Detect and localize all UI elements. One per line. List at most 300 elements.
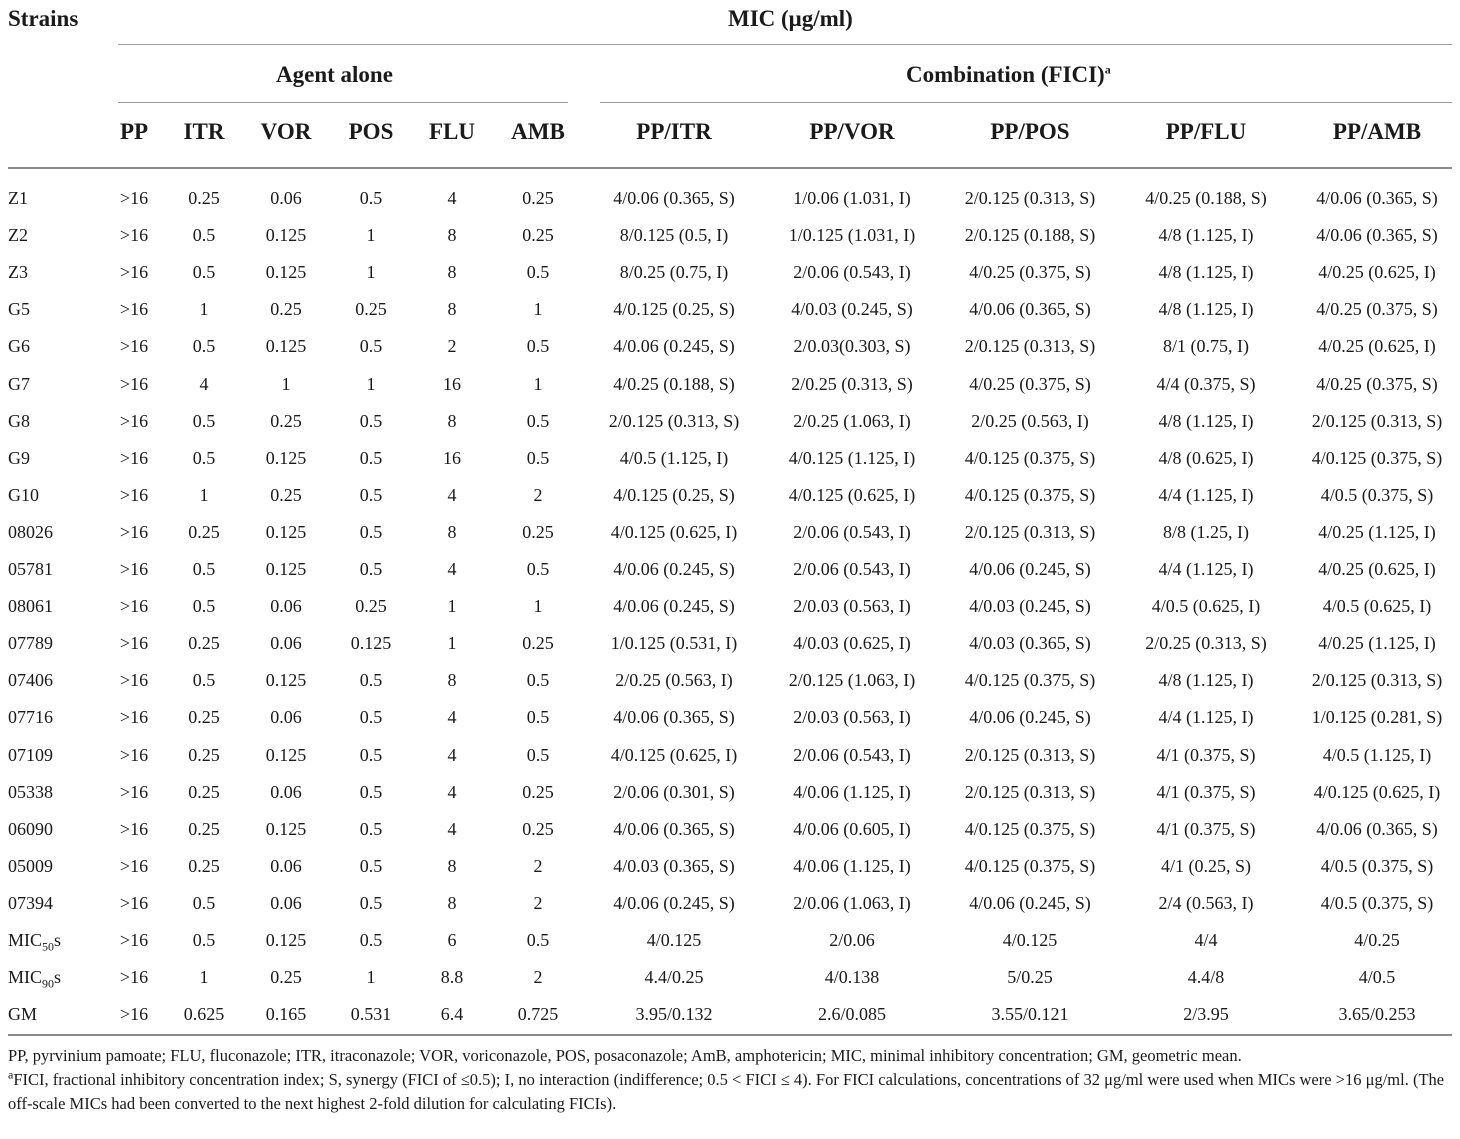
table-cell: 2/0.06 (0.301, S) [613, 781, 735, 802]
table-cell: 2/0.25 (1.063, I) [793, 410, 911, 431]
footnotes [8, 1044, 1454, 1116]
table-cell: 4/0.06 (0.365, S) [613, 707, 735, 728]
column-header: PP [119, 119, 149, 144]
strain-cell [8, 596, 53, 617]
table-cell: 4/1 (0.375, S) [1156, 818, 1256, 839]
table-cell: 1 [199, 967, 209, 988]
strain-label: Z2 [8, 225, 28, 246]
table-cell: 2/0.03 (0.563, I) [793, 707, 911, 728]
table-cell: 0.125 [265, 336, 307, 357]
table-cell: >16 [119, 1004, 149, 1025]
strain-cell [8, 707, 53, 728]
table-cell: 1 [199, 484, 209, 505]
table-cell: 4/0.25 (0.188, S) [613, 373, 735, 394]
table-cell: 0.5 [359, 484, 383, 505]
strain-label: G7 [8, 373, 30, 394]
table-cell: 0.125 [265, 670, 307, 691]
table-cell: 4/1 (0.375, S) [1156, 781, 1256, 802]
strain-label: MIC [8, 967, 43, 988]
table-cell: 4/0.5 (0.375, S) [1320, 892, 1434, 913]
table-cell: 2 [533, 892, 543, 913]
table-cell: 4/0.06 (0.245, S) [613, 336, 735, 357]
table-cell: 4/0.125 [1002, 930, 1058, 950]
strain-cell [8, 411, 30, 432]
header-combination [906, 62, 1111, 88]
table-cell: 1 [447, 633, 457, 654]
table-cell: 2/0.06 (1.063, I) [793, 892, 911, 913]
table-cell: 2/0.03(0.303, S) [793, 336, 911, 357]
table-cell: 0.25 [270, 484, 302, 505]
table-cell: 2/3.95 [1183, 1004, 1229, 1025]
table-cell: 4/0.25 (0.188, S) [1145, 188, 1267, 208]
strain-label: G10 [8, 484, 39, 505]
table-cell: 4/0.03 (0.365, S) [969, 633, 1091, 654]
table-cell: 2/0.125 (0.313, S) [964, 336, 1096, 357]
table-cell: 4/4 (1.125, I) [1158, 559, 1254, 579]
table-cell: 1 [533, 596, 543, 617]
header-strains: Strains [8, 6, 79, 31]
table-cell: 0.5 [526, 559, 550, 579]
table-cell: 4/0.06 (0.365, S) [1316, 188, 1438, 208]
table-cell: 0.5 [359, 892, 383, 913]
table-cell: 4/0.06 (0.245, S) [613, 559, 735, 579]
table-cell: 0.25 [188, 744, 220, 765]
table-cell: 4/0.125 (0.375, S) [964, 484, 1096, 505]
strain-label: 06090 [8, 818, 53, 839]
table-cell: 0.5 [526, 410, 550, 431]
table-cell: 2/0.125 (0.188, S) [964, 225, 1096, 246]
strain-label: 07394 [8, 892, 53, 913]
strain-cell [8, 967, 62, 991]
table-cell: 8/0.25 (0.75, I) [619, 262, 729, 283]
column-header: PP/VOR [809, 119, 895, 144]
table-cell: 4/0.06 (0.245, S) [613, 596, 735, 617]
table-cell: 2/4 (0.563, I) [1158, 892, 1254, 913]
column-header: PP/POS [990, 119, 1070, 144]
table-cell: 0.5 [192, 596, 216, 617]
table-cell: 1/0.125 (1.031, I) [788, 225, 916, 246]
table-cell: 2/0.06 [829, 930, 875, 950]
table-cell: 0.25 [270, 410, 302, 431]
table-cell: 4/0.06 (0.365, S) [1316, 225, 1438, 246]
table-cell: 4/8 (1.125, I) [1158, 225, 1254, 246]
table-cell: >16 [119, 336, 149, 357]
strain-subscript: 90 [42, 976, 55, 991]
table-cell: 0.125 [265, 744, 307, 765]
table-cell: 0.25 [270, 967, 302, 988]
table-cell: 4/0.5 (1.125, I) [619, 447, 729, 468]
table-cell: >16 [119, 447, 149, 468]
strain-label: 05781 [8, 559, 53, 579]
table-cell: 4/4 (1.125, I) [1158, 707, 1254, 728]
table-cell: 0.06 [270, 781, 302, 802]
table-cell: 0.125 [265, 521, 307, 542]
table-cell: 0.5 [192, 336, 216, 357]
table-cell: 0.25 [188, 521, 220, 542]
table-cell: 4/0.125 (0.375, S) [964, 447, 1096, 468]
table-cell: 4/8 (1.125, I) [1158, 670, 1254, 691]
table-cell: 2/0.125 (1.063, I) [788, 670, 916, 691]
table-cell: 1 [533, 373, 543, 394]
table-cell: 8.8 [440, 967, 464, 988]
column-header: PP/FLU [1165, 119, 1247, 144]
table-cell: 0.125 [265, 225, 307, 246]
strain-subscript: 50 [42, 939, 55, 954]
table-cell: 4/0.25 [1354, 930, 1400, 950]
strain-label: Z3 [8, 262, 28, 283]
table-cell: 4/8 (1.125, I) [1158, 410, 1254, 431]
table-cell: 4/0.06 (0.245, S) [613, 892, 735, 913]
table-cell: 0.5 [526, 707, 550, 728]
table-cell: 1 [366, 262, 376, 283]
table-cell: 4/0.5 (0.625, I) [1322, 596, 1432, 617]
table-cell: 0.5 [192, 892, 216, 913]
table-cell: 0.5 [192, 410, 216, 431]
table-cell: >16 [119, 855, 149, 876]
column-header: ITR [183, 119, 225, 144]
table-cell: 4/0.06 (0.365, S) [613, 188, 735, 208]
strain-label: 08061 [8, 596, 53, 617]
table-cell: 4/0.125 [646, 930, 702, 950]
table-cell: 8 [447, 892, 457, 913]
table-cell: 4/0.25 (0.375, S) [1316, 299, 1438, 320]
table-cell: 4/0.03 (0.625, I) [793, 633, 911, 654]
table-cell: 16 [443, 447, 461, 468]
table-cell: 4 [447, 781, 457, 802]
table-cell: 0.5 [359, 855, 383, 876]
table-cell: 0.06 [270, 855, 302, 876]
table-cell: >16 [119, 596, 149, 617]
table-cell: 4/0.06 (0.605, I) [793, 818, 911, 839]
table-cell: 2/0.06 (0.543, I) [793, 521, 911, 542]
table-cell: 2/0.125 (0.313, S) [1311, 410, 1443, 431]
table-cell: 4/0.06 (0.365, S) [1316, 818, 1438, 839]
table-cell: 1/0.125 (0.531, I) [610, 633, 738, 654]
column-header: VOR [260, 119, 312, 144]
table-cell: 0.25 [188, 188, 220, 208]
table-cell: 0.5 [192, 225, 216, 246]
table-cell: 4 [199, 373, 209, 394]
table-cell: 0.25 [355, 596, 387, 617]
table-cell: 0.25 [522, 781, 554, 802]
table-cell: 0.25 [522, 633, 554, 654]
table-cell: 0.125 [265, 559, 307, 579]
table-cell: 2/0.25 (0.563, I) [971, 410, 1089, 431]
table-cell: 2/0.06 (0.543, I) [793, 262, 911, 283]
column-header: PP/ITR [636, 119, 712, 144]
table-cell: >16 [119, 892, 149, 913]
table-cell: 0.725 [517, 1004, 559, 1025]
strain-suffix: s [54, 930, 62, 950]
strain-label: 07789 [8, 633, 53, 654]
table-cell: 4/8 (1.125, I) [1158, 262, 1254, 283]
table-cell: >16 [119, 744, 149, 765]
table-cell: 4/0.125 (0.375, S) [964, 670, 1096, 691]
table-cell: 0.5 [192, 447, 216, 468]
table-cell: 0.5 [359, 559, 383, 579]
table-cell: >16 [119, 670, 149, 691]
table-cell: 4/0.125 (0.625, I) [610, 521, 738, 542]
table-cell: 0.25 [270, 299, 302, 320]
table-cell: 0.5 [359, 818, 383, 839]
table-cell: 4/0.138 [824, 967, 880, 988]
strain-cell [8, 1004, 37, 1025]
table-cell: 4/0.25 (0.375, S) [1316, 373, 1438, 394]
table-cell: 8 [447, 670, 457, 691]
table-cell: 4/0.5 [1358, 967, 1396, 988]
table-cell: 3.65/0.253 [1338, 1004, 1416, 1025]
table-cell: >16 [119, 373, 149, 394]
strain-label: G5 [8, 299, 30, 320]
table-cell: 2/0.06 (0.543, I) [793, 559, 911, 579]
table-cell: 4/0.25 (1.125, I) [1318, 633, 1436, 654]
table-cell: 0.5 [526, 744, 550, 765]
table-cell: 4/0.5 (0.625, I) [1151, 596, 1261, 617]
table-cell: 0.06 [270, 707, 302, 728]
table-cell: 0.125 [265, 818, 307, 839]
table-cell: 4/0.06 (0.365, S) [613, 818, 735, 839]
table-cell: >16 [119, 633, 149, 654]
strain-cell [8, 559, 53, 580]
table-cell: 4/0.06 (1.125, I) [793, 855, 911, 876]
table-cell: 0.25 [522, 225, 554, 246]
table-cell: 2/0.125 (0.313, S) [964, 744, 1096, 765]
footnote-abbreviations: PP, pyrvinium pamoate; FLU, fluconazole; ITR, itraconazole; VOR, voriconazole, POS, posaconazole; AmB, amphotericin; MIC, minimal inhibitory concentration; GM, geometric mean. [8, 1046, 1242, 1065]
strain-label: 07716 [8, 707, 53, 728]
table-cell: 4/0.06 (1.125, I) [793, 781, 911, 802]
strain-cell [8, 633, 53, 654]
table-cell: 1 [447, 596, 457, 617]
table-cell: 0.25 [188, 633, 220, 654]
table-cell: 0.5 [192, 930, 216, 950]
strain-cell [8, 782, 53, 803]
strain-cell [8, 930, 62, 954]
table-cell: 4/8 (1.125, I) [1158, 299, 1254, 320]
table-cell: 2/0.125 (0.313, S) [964, 521, 1096, 542]
table-cell: 2 [447, 336, 457, 357]
table-cell: >16 [119, 262, 149, 283]
table-cell: 2/0.25 (0.563, I) [615, 670, 733, 691]
table-cell: 6 [447, 930, 457, 950]
table-cell: >16 [119, 559, 149, 579]
table-cell: 0.5 [359, 744, 383, 765]
table-cell: 8 [447, 225, 457, 246]
table-cell: 2 [533, 855, 543, 876]
table-cell: 4/0.06 (0.245, S) [969, 892, 1091, 913]
table-cell: 0.5 [526, 670, 550, 691]
strain-label: 07109 [8, 744, 53, 765]
table-cell: 0.5 [359, 188, 383, 208]
table-cell: 2/0.125 (0.313, S) [964, 188, 1096, 208]
table-cell: 2 [533, 484, 543, 505]
header-combination-text: Combination (FICI) [906, 62, 1105, 87]
table-cell: 8/1 (0.75, I) [1163, 336, 1249, 357]
table-cell: 0.5 [359, 336, 383, 357]
table-cell: 0.5 [526, 447, 550, 468]
table-cell: 4/0.125 (0.25, S) [613, 484, 735, 505]
table-cell: 4/0.03 (0.245, S) [791, 299, 913, 320]
column-header: POS [348, 119, 394, 144]
table-cell: 1 [199, 299, 209, 320]
table-cell: 4/4 [1194, 930, 1218, 950]
rule-mic [118, 44, 1452, 45]
table-cell: 8 [447, 299, 457, 320]
table-cell: 1 [366, 373, 376, 394]
table-cell: 8/8 (1.25, I) [1163, 521, 1249, 542]
strain-label: MIC [8, 930, 43, 950]
table-cell: 4/4 (1.125, I) [1158, 484, 1254, 505]
table-cell: 2 [533, 967, 543, 988]
strain-cell [8, 856, 53, 877]
table-cell: 1 [281, 373, 291, 394]
table-cell: 0.125 [265, 930, 307, 950]
table-cell: 4/0.06 (0.245, S) [969, 559, 1091, 579]
table-cell: 4.4/8 [1187, 967, 1225, 988]
strain-cell [8, 819, 53, 840]
table-cell: 2/0.125 (0.313, S) [964, 781, 1096, 802]
strain-cell [8, 336, 30, 357]
table-cell: >16 [119, 299, 149, 320]
strain-cell [8, 262, 28, 283]
header-combination-sup: a [1104, 62, 1111, 77]
table-cell: 0.06 [270, 633, 302, 654]
table-cell: 4/0.5 (1.125, I) [1322, 744, 1432, 765]
table-cell: 4/0.25 (0.375, S) [969, 262, 1091, 283]
strain-label: G6 [8, 336, 30, 357]
table-cell: 0.5 [359, 707, 383, 728]
table-cell: 8 [447, 410, 457, 431]
strain-label: G9 [8, 447, 30, 468]
table-cell: 1/0.125 (0.281, S) [1311, 707, 1443, 728]
table-cell: 2/0.25 (0.313, S) [1145, 633, 1267, 654]
rule-combination [600, 102, 1452, 103]
table-cell: 0.125 [265, 447, 307, 468]
table-cell: 4/0.06 (0.365, S) [969, 299, 1091, 320]
table-cell: 0.5 [359, 410, 383, 431]
strain-suffix: s [54, 967, 62, 988]
strain-cell [8, 448, 30, 469]
strain-cell [8, 745, 53, 766]
table-cell: 4/0.06 (0.245, S) [969, 707, 1091, 728]
table-cell: 4/0.125 (0.625, I) [1313, 781, 1441, 802]
table-cell: 0.5 [192, 559, 216, 579]
strain-label: GM [8, 1004, 38, 1025]
table-cell: 2/0.25 (0.313, S) [791, 373, 913, 394]
table-cell: 4/1 (0.25, S) [1161, 855, 1251, 876]
table-cell: 0.25 [522, 521, 554, 542]
table-cell: >16 [119, 781, 149, 802]
table-cell: 0.125 [350, 633, 392, 654]
table-cell: 2/0.125 (0.313, S) [608, 410, 740, 431]
table-cell: 4/0.03 (0.245, S) [969, 596, 1091, 617]
table-cell: 0.25 [188, 707, 220, 728]
table-cell: 1 [366, 225, 376, 246]
table-cell: 0.5 [359, 670, 383, 691]
table-cell: 4/0.5 (0.375, S) [1320, 855, 1434, 876]
table-cell: 4/0.125 (0.625, I) [788, 484, 916, 505]
table-cell: 0.06 [270, 188, 302, 208]
table-cell: 0.5 [526, 336, 550, 357]
table-cell: 6.4 [440, 1004, 464, 1025]
table-cell: 2/0.06 (0.543, I) [793, 744, 911, 765]
table-cell: 0.25 [188, 818, 220, 839]
table-cell: 0.25 [355, 299, 387, 320]
table-cell: 2.6/0.085 [817, 1004, 887, 1025]
table-cell: 4/0.125 (0.375, S) [964, 818, 1096, 839]
strain-cell [8, 893, 53, 914]
table-cell: 0.5 [526, 262, 550, 283]
table-cell: >16 [119, 188, 149, 208]
table-cell: 0.165 [265, 1004, 307, 1025]
table-cell: 4/0.125 (1.125, I) [788, 447, 916, 468]
table-cell: 4/0.25 (0.375, S) [969, 373, 1091, 394]
strain-cell [8, 374, 30, 395]
table-cell: 8 [447, 521, 457, 542]
table-cell: 8 [447, 262, 457, 283]
table-cell: 4 [447, 744, 457, 765]
table-cell: 4/0.5 (0.375, S) [1320, 484, 1434, 505]
strain-cell [8, 522, 53, 543]
table-cell: 16 [443, 373, 461, 394]
table-cell: 0.5 [359, 447, 383, 468]
table-cell: 4 [447, 559, 457, 579]
table-cell: 4/1 (0.375, S) [1156, 744, 1256, 765]
strain-label: G8 [8, 410, 30, 431]
table-cell: 4 [447, 707, 457, 728]
table-cell: 8/0.125 (0.5, I) [619, 225, 729, 246]
strain-cell [8, 299, 30, 320]
table-cell: 0.25 [522, 818, 554, 839]
table-cell: 0.5 [526, 930, 550, 950]
table-cell: 2/0.125 (0.313, S) [1311, 670, 1443, 691]
table-cell: 2/0.03 (0.563, I) [793, 596, 911, 617]
table-cell: 0.5 [192, 670, 216, 691]
table-cell: 8 [447, 855, 457, 876]
column-header: FLU [429, 119, 475, 144]
strain-cell [8, 485, 39, 506]
table-cell: 4/0.25 (1.125, I) [1318, 521, 1436, 542]
table-cell: 4/0.25 (0.625, I) [1318, 559, 1436, 579]
rule-table-bottom [8, 1034, 1452, 1036]
strain-label: 05338 [8, 781, 53, 802]
table-cell: 4/0.125 (0.375, S) [1311, 447, 1443, 468]
table-cell: 0.5 [359, 521, 383, 542]
table-cell: >16 [119, 818, 149, 839]
table-cell: 4 [447, 818, 457, 839]
table-cell: 4/0.03 (0.365, S) [613, 855, 735, 876]
strain-cell [8, 670, 53, 691]
table-cell: 0.5 [192, 262, 216, 283]
rule-header-bottom [8, 167, 1452, 169]
table-cell: 4 [447, 188, 457, 208]
rule-agent-alone [118, 102, 568, 103]
table-cell: 1 [366, 967, 376, 988]
table-cell: 0.25 [522, 188, 554, 208]
table-cell: >16 [119, 225, 149, 246]
table-cell: 0.25 [188, 781, 220, 802]
footnote-fici [8, 1068, 1454, 1116]
table-cell: 0.25 [188, 855, 220, 876]
strain-cell [8, 225, 28, 246]
table-cell: 3.95/0.132 [635, 1004, 713, 1025]
column-header: AMB [511, 119, 565, 144]
table-cell: 0.5 [359, 781, 383, 802]
strain-cell [8, 188, 28, 209]
table-cell: 4/4 (0.375, S) [1156, 373, 1256, 394]
table-cell: >16 [119, 967, 149, 988]
table-cell: 5/0.25 [1007, 967, 1053, 988]
strain-label: 05009 [8, 855, 53, 876]
